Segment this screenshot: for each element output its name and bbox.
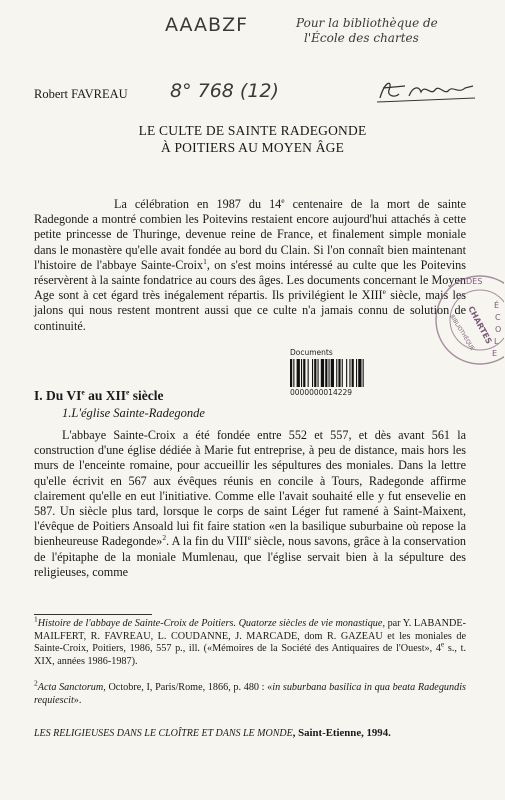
footnote-separator [34, 614, 152, 615]
footnote-1-end: s., t. XIX, années 1986-1987). [34, 643, 467, 667]
footnote-2-number: 2 [34, 678, 38, 688]
dedication-line-1: Pour la bibliothèque de [296, 16, 438, 30]
barcode-bar [297, 359, 300, 387]
barcode-bar [329, 359, 330, 387]
barcode-bar [321, 359, 324, 387]
stamp-text-inner: BIBLIOTHÈQUE [448, 313, 476, 352]
barcode-bar [293, 359, 294, 387]
intro-sup-a: e [281, 195, 285, 205]
stamp-letter-4: L [494, 337, 499, 346]
barcode-label [290, 348, 390, 397]
barcode-bar [342, 359, 343, 387]
footnote-2-title: Acta Sanctorum [37, 682, 104, 693]
barcode-bar [301, 359, 302, 387]
footnote-ref-2: 2 [162, 533, 167, 543]
title-line-1: LE CULTE DE SAINTE RADEGONDE [138, 123, 367, 138]
handwritten-shelfmark: 8° 768 (12) [170, 80, 279, 102]
stamp-text-top: DES [466, 277, 483, 286]
article-title [0, 122, 505, 156]
barcode-bar [325, 359, 327, 387]
barcode-image [290, 359, 390, 387]
barcode-bar [363, 359, 364, 387]
publication-footer [34, 727, 474, 739]
body-text-c: siècle, nous savons, grâce à la conservation de l'épitaphe de la moniale Mumlenau, que l'église servait bien à la sépulture des religieuses, comme [34, 534, 467, 579]
barcode-bar [346, 359, 347, 387]
signature-image [375, 76, 480, 106]
intro-text-c: , on s'est moins intéressé au culte que les Poitevins réservèrent à la sainte fondatrice au cours des âges. Les documents concernant le Moyen Age sont à cet égard très inégalement répartis. Ils privilégient le XIII [34, 257, 467, 303]
footnote-2-quote: in suburbana basilica in qua beata Radegundis requiescit [34, 682, 466, 706]
footnote-1-title: Histoire de l'abbaye de Sainte-Croix de Poitiers. Quatorze siècles de vie monastique [37, 618, 383, 629]
intro-paragraph [34, 197, 466, 334]
barcode-caption: Documents [290, 348, 333, 357]
stamp-letter-5: E [492, 349, 498, 358]
subsection-heading: 1.L'église Sainte-Radegonde [62, 406, 205, 420]
barcode-bar [318, 359, 319, 387]
barcode-bar [331, 359, 334, 387]
barcode-bar [314, 359, 316, 387]
barcode-bar [312, 359, 313, 387]
barcode-bar [290, 359, 292, 387]
barcode-bar [352, 359, 354, 387]
body-text-b: . A la fin du VIII [166, 534, 248, 549]
library-stamp [428, 270, 504, 370]
footnote-2 [34, 678, 466, 707]
stamp-letter-2: C [495, 313, 501, 322]
footnote-ref-1: 1 [203, 256, 207, 266]
intro-text-a: La célébration en 1987 du 14 [114, 197, 282, 211]
stamp-letter-3: O [495, 325, 502, 334]
footnote-1: $^1$Histoire de l'abbaye de Sainte-Croix de Poitiers. Quatorze siècles de vie monastique, par Y. LABANDE-MAILFERT, R. FAVREAU, L. COUDANNE, J. MARCADE, dom R. GAZEAU et les moniales de Sainte-Croix, Poitiers, 1986, 557 p., ill. («Mémoires de la Société des Antiquaires de l'Ouest», 4e s., t. XIX, années 1986-1987). [34, 614, 467, 667]
footnote-1-number: 1 [34, 614, 38, 624]
barcode-bar [336, 359, 337, 387]
barcode-bar [308, 359, 309, 387]
barcode-bar [338, 359, 340, 387]
intro-text-d: siècle, mais les jalons qui nous restent montrent aussi que ce culte n'a jamais connu de solution de continuité. [34, 288, 466, 333]
handwritten-code: AAABZF [165, 14, 249, 36]
body-paragraph [34, 428, 466, 580]
barcode-bar [303, 359, 305, 387]
barcode-bar [358, 359, 361, 387]
title-line-2: À POITIERS AU MOYEN ÂGE [160, 140, 345, 155]
barcode-bar [349, 359, 350, 387]
stamp-letter-1: É [494, 301, 500, 310]
body-text-a: L'abbaye Sainte-Croix a été fondée entre 552 et 557, et dès avant 561 la construction d'une église dédiée à Marie fut entreprise, à peu de distance, mais hors les murs de l'enceinte romaine, pour accueillir les sépultures des moniales. Dans la lettre qu'elle écrivit en 567 aux évêques réunis en concile à Tours, Radegonde affirme clairement qu'elle en eut l'initiative. Comme elle l'avait souhaité elle y fut ensevelie en 587. Un siècle plus tard, lorsque le corps de saint Léger fut ramené à Saint-Maixent, l'évêque de Poitiers Ansoald lui fit faire station «en la basilique suburbaine où repose la bienheureuse Radegonde» [34, 428, 466, 549]
footnote-2-end: ». [73, 694, 82, 706]
dedication-line-2: l'École des chartes [304, 31, 419, 45]
body-sup-b: e [247, 533, 252, 543]
barcode-bar [356, 359, 357, 387]
footnote-2-text: , Octobre, I, Paris/Rome, 1866, p. 480 : « [103, 682, 273, 693]
footer-place-year: , Saint-Etienne, 1994. [292, 727, 391, 739]
footer-book-title: LES RELIGIEUSES DANS LE CLOÎTRE ET DANS LE MONDE [34, 728, 293, 739]
author-name: Robert FAVREAU [34, 87, 128, 101]
section-heading: I. Du VIe au XIIe siècle [34, 387, 164, 403]
intro-sup-c: e [382, 287, 386, 297]
footnote-1-text: , par Y. LABANDE-MAILFERT, R. FAVREAU, L. COUDANNE, J. MARCADE, dom R. GAZEAU et les moniales de Sainte-Croix, Poitiers, 1986, 557 p., ill. («Mémoires de la Société des Antiquaires de l'Ouest», 4 [34, 618, 466, 655]
intro-text-b: centenaire de la mort de sainte Radegonde a montré combien les Poitevins restaient encore aujourd'hui attachés à cette petite princesse de Thuringe, devenue reine de France, et finalement simple moniale dans le monastère qu'elle avait fondée au bord du Clain. Si l'on connaît bien maintenant l'histoire de l'abbaye Sainte-Croix [34, 197, 466, 272]
handwritten-dedication [290, 16, 470, 46]
barcode-number: 0000000014229 [290, 388, 353, 397]
stamp-text-middle: CHARTES [466, 304, 494, 346]
